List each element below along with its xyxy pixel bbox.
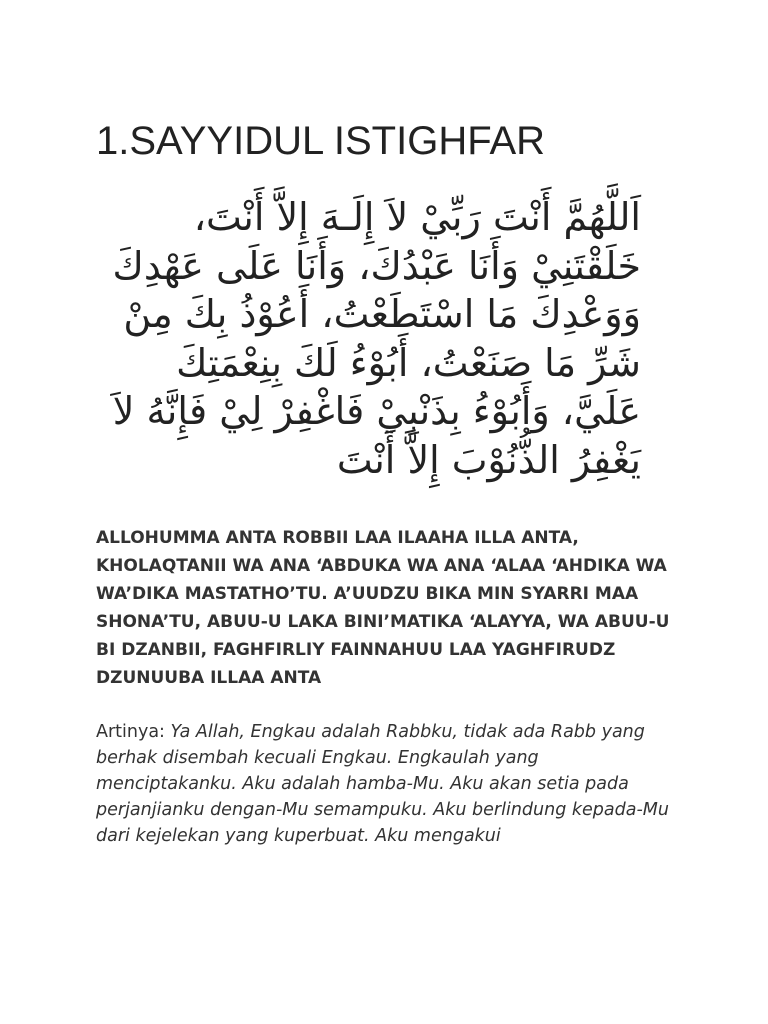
- meaning-label: Artinya:: [96, 722, 171, 742]
- document-page: [96, 0, 676, 849]
- arabic-prayer-text: اَللَّهُمَّ أَنْتَ رَبِّيْ لاَ إِلَـهَ إِلاَّ أَنْتَ، خَلَقْتَنِيْ وَأَنَا عَبْدُكَ، وَأَنَا عَلَى عَهْدِكَ وَوَعْدِكَ مَا اسْتَطَعْتُ، أَعُوْذُ بِكَ مِنْ شَرِّ مَا صَنَعْتُ، أَبُوْءُ لَكَ بِنِعْمَتِكَ عَلَيَّ، وَأَبُوْءُ بِذَنْبِيْ فَاغْفِرْ لِيْ فَإِنَّهُ لاَ يَغْفِرُ الذُّنُوْبَ إِلاَّ أَنْتَ: [112, 195, 641, 482]
- meaning-text: Ya Allah, Engkau adalah Rabbku, tidak ada Rabb yang berhak disembah kecuali Engkau. Engkaulah yang menciptakanku. Aku adalah hamba-Mu. Aku akan setia pada perjanjianku dengan-Mu semampuku. Aku berlindung kepada-Mu dari kejelekan yang kuperbuat. Aku mengakui: [96, 722, 669, 846]
- transliteration-text: ALLOHUMMA ANTA ROBBII LAA ILAAHA ILLA ANTA, KHOLAQTANII WA ANA ‘ABDUKA WA ANA ‘ALAA ‘AHDIKA WA WA’DIKA MASTATHO’TU. A’UUDZU BIKA MIN SYARRI MAA SHONA’TU, ABUU-U LAKA BINI’MATIKA ‘ALAYYA, WA ABUU-U BI DZANBII, FAGHFIRLIY FAINNAHUU LAA YAGHFIRUDZ DZUNUUBA ILLAA ANTA: [96, 528, 670, 688]
- meaning-paragraph: [96, 719, 676, 849]
- page-title: 1.SAYYIDUL ISTIGHFAR: [96, 119, 546, 163]
